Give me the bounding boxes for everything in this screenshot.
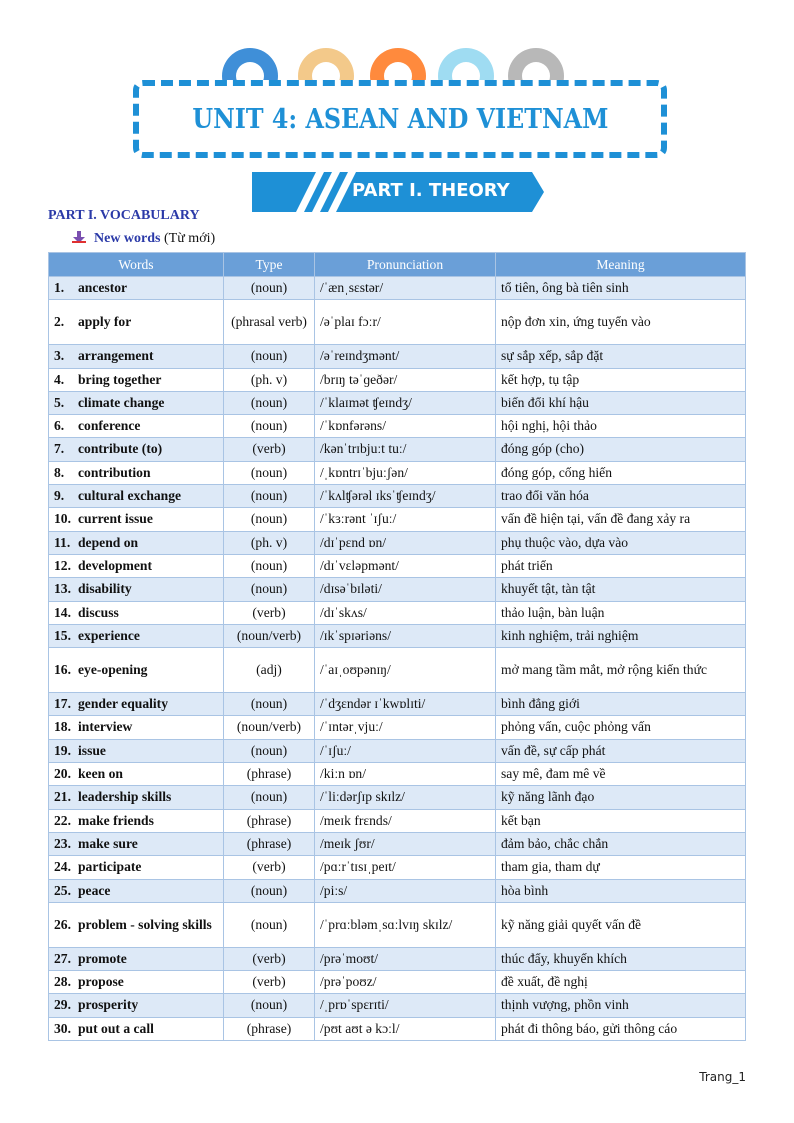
- type-cell: (noun): [224, 554, 315, 577]
- row-number: 24.: [54, 859, 71, 875]
- column-header: Meaning: [496, 253, 746, 277]
- table-row: [49, 345, 746, 368]
- table-row: [49, 739, 746, 762]
- table-row: [49, 716, 746, 739]
- pronunciation-cell: /dɪˈvɛləpmənt/: [315, 554, 496, 577]
- type-cell: (noun): [224, 994, 315, 1017]
- type-cell: (noun): [224, 786, 315, 809]
- word-cell: [49, 345, 224, 368]
- table-row: [49, 578, 746, 601]
- word-cell: [49, 856, 224, 879]
- word-text: contribute (to): [78, 441, 163, 457]
- meaning-cell: nộp đơn xin, ứng tuyển vào: [496, 300, 746, 345]
- row-number: 12.: [54, 557, 71, 573]
- pronunciation-cell: /kənˈtrɪbjuːt tuː/: [315, 438, 496, 461]
- type-cell: (noun): [224, 578, 315, 601]
- type-cell: (phrase): [224, 763, 315, 786]
- word-cell: [49, 554, 224, 577]
- meaning-cell: đề xuất, đề nghị: [496, 971, 746, 994]
- pronunciation-cell: /ˈænˌsɛstər/: [315, 277, 496, 300]
- word-text: prosperity: [78, 997, 139, 1013]
- type-cell: (noun): [224, 485, 315, 508]
- meaning-cell: đóng góp, cống hiến: [496, 461, 746, 484]
- table-row: [49, 648, 746, 693]
- pronunciation-cell: /ˈdʒɛndər ɪˈkwɒlɪti/: [315, 693, 496, 716]
- pronunciation-cell: /ˈkɜːrənt ˈɪʃuː/: [315, 508, 496, 531]
- pronunciation-cell: /piːs/: [315, 879, 496, 902]
- type-cell: (noun): [224, 277, 315, 300]
- table-body: [49, 277, 746, 1041]
- word-text: discuss: [78, 604, 119, 620]
- row-number: 19.: [54, 742, 71, 758]
- part-banner: [252, 172, 544, 212]
- section-heading: PART I. VOCABULARY: [48, 208, 200, 223]
- page-number: Trang_1: [699, 1070, 746, 1084]
- row-number: 26.: [54, 916, 71, 932]
- meaning-cell: vấn đề hiện tại, vấn đề đang xảy ra: [496, 508, 746, 531]
- type-cell: (noun/verb): [224, 624, 315, 647]
- table-row: [49, 693, 746, 716]
- pronunciation-cell: /ɪkˈspɪəriəns/: [315, 624, 496, 647]
- meaning-cell: kỹ năng lãnh đạo: [496, 786, 746, 809]
- type-cell: (verb): [224, 971, 315, 994]
- table-row: [49, 947, 746, 970]
- word-text: arrangement: [78, 348, 154, 364]
- meaning-cell: tổ tiên, ông bà tiên sinh: [496, 277, 746, 300]
- row-number: 17.: [54, 696, 71, 712]
- meaning-cell: phụ thuộc vào, dựa vào: [496, 531, 746, 554]
- type-cell: (phrase): [224, 1017, 315, 1040]
- word-cell: [49, 763, 224, 786]
- row-number: 29.: [54, 997, 71, 1013]
- meaning-cell: hội nghị, hội thảo: [496, 415, 746, 438]
- column-header: Words: [49, 253, 224, 277]
- column-header: Pronunciation: [315, 253, 496, 277]
- word-cell: [49, 693, 224, 716]
- word-cell: [49, 902, 224, 947]
- type-cell: (verb): [224, 438, 315, 461]
- row-number: 30.: [54, 1020, 71, 1036]
- row-number: 23.: [54, 835, 71, 851]
- word-text: make sure: [78, 835, 138, 851]
- table-row: [49, 601, 746, 624]
- table-row: [49, 763, 746, 786]
- word-cell: [49, 809, 224, 832]
- meaning-cell: phát đi thông báo, gửi thông cáo: [496, 1017, 746, 1040]
- word-cell: [49, 368, 224, 391]
- row-number: 14.: [54, 604, 71, 620]
- meaning-cell: mở mang tầm mắt, mở rộng kiến thức: [496, 648, 746, 693]
- meaning-cell: khuyết tật, tàn tật: [496, 578, 746, 601]
- row-number: 18.: [54, 719, 71, 735]
- word-cell: [49, 947, 224, 970]
- word-text: bring together: [78, 371, 162, 387]
- page-title: UNIT 4: ASEAN AND VIETNAM: [191, 103, 609, 135]
- type-cell: (verb): [224, 947, 315, 970]
- type-cell: (ph. v): [224, 368, 315, 391]
- word-cell: [49, 485, 224, 508]
- type-cell: (noun): [224, 508, 315, 531]
- word-text: development: [78, 557, 153, 573]
- pronunciation-cell: /meɪk ʃʊr/: [315, 832, 496, 855]
- table-row: [49, 368, 746, 391]
- pronunciation-cell: /ˌkɒntrɪˈbjuːʃən/: [315, 461, 496, 484]
- meaning-cell: thịnh vượng, phồn vinh: [496, 994, 746, 1017]
- word-cell: [49, 391, 224, 414]
- word-text: put out a call: [78, 1020, 154, 1036]
- word-text: interview: [78, 719, 133, 735]
- word-text: promote: [78, 950, 127, 966]
- type-cell: (verb): [224, 601, 315, 624]
- word-text: experience: [78, 627, 140, 643]
- word-cell: [49, 531, 224, 554]
- part-banner-label: PART I. THEORY: [352, 180, 510, 201]
- word-cell: [49, 415, 224, 438]
- table-row: [49, 624, 746, 647]
- meaning-cell: phát triển: [496, 554, 746, 577]
- pronunciation-cell: /ˈkɒnfərəns/: [315, 415, 496, 438]
- pronunciation-cell: /ˈaɪˌoʊpənɪŋ/: [315, 648, 496, 693]
- word-text: cultural exchange: [78, 488, 182, 504]
- pronunciation-cell: /ˈprɑːbləmˌsɑːlvɪŋ skɪlz/: [315, 902, 496, 947]
- table-header-row: [49, 253, 746, 277]
- table-row: [49, 971, 746, 994]
- table-row: [49, 531, 746, 554]
- column-header: Type: [224, 253, 315, 277]
- word-cell: [49, 277, 224, 300]
- pronunciation-cell: /dɪsəˈbɪləti/: [315, 578, 496, 601]
- meaning-cell: trao đổi văn hóa: [496, 485, 746, 508]
- row-number: 15.: [54, 627, 71, 643]
- word-text: gender equality: [78, 696, 168, 712]
- table-row: [49, 415, 746, 438]
- type-cell: (noun): [224, 902, 315, 947]
- pronunciation-cell: /ˈklaɪmət ʧeɪndʒ/: [315, 391, 496, 414]
- type-cell: (noun): [224, 879, 315, 902]
- pronunciation-cell: /ˈkʌlʧərəl ɪksˈʧeɪndʒ/: [315, 485, 496, 508]
- type-cell: (noun): [224, 739, 315, 762]
- word-text: conference: [78, 418, 141, 434]
- meaning-cell: phỏng vấn, cuộc phỏng vấn: [496, 716, 746, 739]
- word-text: eye-opening: [78, 662, 148, 678]
- word-text: climate change: [78, 394, 165, 410]
- pronunciation-cell: /ˈɪʃuː/: [315, 739, 496, 762]
- table-row: [49, 879, 746, 902]
- title-box: [133, 80, 667, 158]
- word-text: peace: [78, 882, 111, 898]
- row-number: 11.: [54, 534, 71, 550]
- row-number: 1.: [54, 280, 65, 295]
- type-cell: (adj): [224, 648, 315, 693]
- word-cell: [49, 624, 224, 647]
- table-row: [49, 300, 746, 345]
- type-cell: (noun): [224, 693, 315, 716]
- word-cell: [49, 300, 224, 345]
- word-cell: [49, 438, 224, 461]
- table-row: [49, 902, 746, 947]
- table-row: [49, 554, 746, 577]
- type-cell: (verb): [224, 856, 315, 879]
- word-cell: [49, 786, 224, 809]
- pronunciation-cell: /meɪk frɛnds/: [315, 809, 496, 832]
- table-row: [49, 786, 746, 809]
- pronunciation-cell: /əˈplaɪ fɔːr/: [315, 300, 496, 345]
- word-cell: [49, 461, 224, 484]
- word-text: current issue: [78, 511, 153, 527]
- type-cell: (phrase): [224, 809, 315, 832]
- table-row: [49, 461, 746, 484]
- row-number: 16.: [54, 662, 71, 678]
- table-row: [49, 832, 746, 855]
- meaning-cell: kỹ năng giải quyết vấn đề: [496, 902, 746, 947]
- type-cell: (noun/verb): [224, 716, 315, 739]
- row-number: 20.: [54, 766, 71, 782]
- meaning-cell: vấn đề, sự cấp phát: [496, 739, 746, 762]
- word-text: participate: [78, 859, 142, 875]
- word-text: disability: [78, 581, 132, 597]
- table-row: [49, 438, 746, 461]
- meaning-cell: bình đẳng giới: [496, 693, 746, 716]
- row-number: 6.: [54, 418, 65, 434]
- word-cell: [49, 578, 224, 601]
- pronunciation-cell: /pʊt aʊt ə kɔːl/: [315, 1017, 496, 1040]
- sub-heading: [72, 231, 215, 247]
- type-cell: (noun): [224, 461, 315, 484]
- pronunciation-cell: /pɑːrˈtɪsɪˌpeɪt/: [315, 856, 496, 879]
- table-row: [49, 856, 746, 879]
- word-cell: [49, 879, 224, 902]
- type-cell: (ph. v): [224, 531, 315, 554]
- word-text: keen on: [78, 766, 123, 782]
- word-cell: [49, 832, 224, 855]
- word-cell: [49, 994, 224, 1017]
- type-cell: (noun): [224, 415, 315, 438]
- meaning-cell: sự sắp xếp, sắp đặt: [496, 345, 746, 368]
- word-text: propose: [78, 974, 124, 990]
- row-number: 9.: [54, 488, 65, 504]
- row-number: 27.: [54, 950, 71, 966]
- word-text: depend on: [78, 534, 139, 550]
- table-row: [49, 508, 746, 531]
- pronunciation-cell: /dɪˈskʌs/: [315, 601, 496, 624]
- row-number: 3.: [54, 348, 65, 364]
- row-number: 21.: [54, 789, 71, 805]
- word-text: apply for: [78, 314, 132, 330]
- row-number: 10.: [54, 511, 71, 527]
- pronunciation-cell: /ˈliːdərʃɪp skɪlz/: [315, 786, 496, 809]
- type-cell: (noun): [224, 391, 315, 414]
- table-row: [49, 809, 746, 832]
- type-cell: (noun): [224, 345, 315, 368]
- meaning-cell: biến đổi khí hậu: [496, 391, 746, 414]
- table-row: [49, 391, 746, 414]
- meaning-cell: kinh nghiệm, trải nghiệm: [496, 624, 746, 647]
- pronunciation-cell: /kiːn ɒn/: [315, 763, 496, 786]
- word-cell: [49, 601, 224, 624]
- row-number: 7.: [54, 441, 65, 457]
- pronunciation-cell: /dɪˈpɛnd ɒn/: [315, 531, 496, 554]
- row-number: 28.: [54, 974, 71, 990]
- vocabulary-table: [48, 252, 746, 1041]
- pronunciation-cell: /ˈɪntərˌvjuː/: [315, 716, 496, 739]
- meaning-cell: kết hợp, tụ tập: [496, 368, 746, 391]
- row-number: 2.: [54, 314, 65, 330]
- meaning-cell: kết bạn: [496, 809, 746, 832]
- row-number: 4.: [54, 371, 65, 387]
- meaning-cell: tham gia, tham dự: [496, 856, 746, 879]
- word-text: contribution: [78, 464, 151, 480]
- row-number: 13.: [54, 581, 71, 597]
- pronunciation-cell: /əˈreɪndʒmənt/: [315, 345, 496, 368]
- type-cell: (phrase): [224, 832, 315, 855]
- word-cell: [49, 1017, 224, 1040]
- meaning-cell: say mê, đam mê về: [496, 763, 746, 786]
- word-cell: [49, 508, 224, 531]
- type-cell: (phrasal verb): [224, 300, 315, 345]
- pronunciation-cell: /brɪŋ təˈɡeðər/: [315, 368, 496, 391]
- pronunciation-cell: /ˌprɒˈspɛrɪti/: [315, 994, 496, 1017]
- word-cell: [49, 648, 224, 693]
- word-text: make friends: [78, 812, 154, 828]
- table-row: [49, 485, 746, 508]
- row-number: 5.: [54, 394, 65, 410]
- row-number: 8.: [54, 464, 65, 480]
- row-number: 22.: [54, 812, 71, 828]
- table-row: [49, 994, 746, 1017]
- meaning-cell: thúc đẩy, khuyến khích: [496, 947, 746, 970]
- sub-heading-bold: New words: [94, 231, 161, 246]
- table-row: [49, 277, 746, 300]
- row-number: 25.: [54, 882, 71, 898]
- meaning-cell: đóng góp (cho): [496, 438, 746, 461]
- word-cell: [49, 716, 224, 739]
- sub-heading-rest: (Từ mới): [160, 231, 216, 246]
- word-text: ancestor: [78, 280, 128, 295]
- pronunciation-cell: /prəˈmoʊt/: [315, 947, 496, 970]
- pronunciation-cell: /prəˈpoʊz/: [315, 971, 496, 994]
- table-row: [49, 1017, 746, 1040]
- word-text: leadership skills: [78, 789, 172, 805]
- meaning-cell: thảo luận, bàn luận: [496, 601, 746, 624]
- word-text: issue: [78, 742, 106, 758]
- word-cell: [49, 739, 224, 762]
- word-cell: [49, 971, 224, 994]
- meaning-cell: đảm bảo, chắc chắn: [496, 832, 746, 855]
- bullet-arrow-icon: [72, 231, 86, 243]
- meaning-cell: hòa bình: [496, 879, 746, 902]
- word-text: problem - solving skills: [78, 916, 212, 932]
